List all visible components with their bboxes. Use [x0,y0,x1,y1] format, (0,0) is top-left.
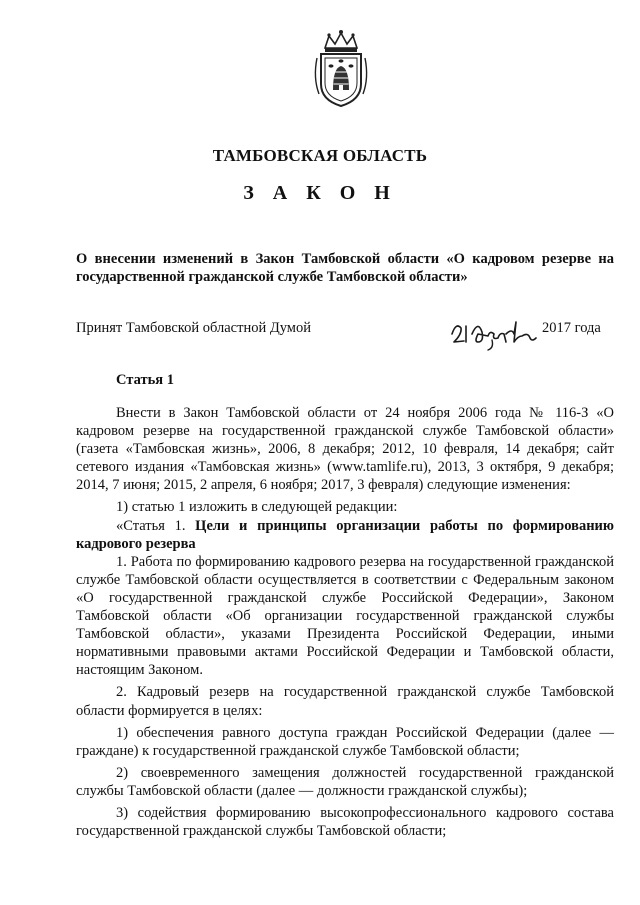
subpoint-1-paragraph: 1) обеспечения равного доступа граждан Российской Федерации (далее — граждане) к государственной гражданской службе Тамбовской области; [76,724,614,759]
document-body [76,404,614,840]
point-1-paragraph: 1. Работа по формированию кадрового резерва на государственной гражданской службе Тамбовской области осуществляется в соответствии с Федеральным законом «О государственной гражданской службе Российской Федерации», Законом Тамбовской области «Об организации государственной гражданской службы Тамбовской области», указами Президента Российской Федерации, иными нормативными правовыми актами Российской Федерации и Тамбовской области, настоящим Законом. [76,553,614,679]
adopted-year-text: 2017 года [542,320,601,336]
region-title: ТАМБОВСКАЯ ОБЛАСТЬ [212,146,428,165]
point-2-paragraph: 2. Кадровый резерв на государственной гражданской службе Тамбовской области формируется в целях: [76,684,614,719]
quoted-article-heading [76,517,614,553]
item-1-paragraph: 1) статью 1 изложить в следующей редакции: [116,499,398,516]
intro-paragraph: Внести в Закон Тамбовской области от 24 ноября 2006 года № 116-З «О кадровом резерве на государственной гражданской службе Тамбовской области» (газета «Тамбовская жизнь», 2006, 8 декабря; 2012, 10 февраля, 14 декабря; сайт сетевого издания «Тамбовская жизнь» (www.tamlife.ru), 2013, 3 октября, 9 декабря; 2014, 7 июня; 2015, 2 апреля, 6 ноября; 2017, 3 февраля) следующие изменения: [76,405,614,494]
coat-of-arms-icon [311,28,371,108]
article-heading: Статья 1 [116,372,174,388]
quoted-article-prefix: «Статья 1. [116,517,186,534]
subpoint-3-paragraph: 3) содействия формированию высокопрофессионального кадрового состава государственной гражданской службы Тамбовской области; [76,804,614,840]
document-type-title: З А К О Н [243,182,397,204]
handwritten-date [448,312,540,352]
law-subject-heading: О внесении изменений в Закон Тамбовской области «О кадровом резерве на государственной гражданской службе Тамбовской области» [76,251,614,285]
adopted-by-text: Принят Тамбовской областной Думой [76,320,311,336]
subpoint-2-paragraph: 2) своевременного замещения должностей государственной гражданской службы Тамбовской области (далее — должности гражданской службы); [76,764,614,799]
quoted-article-title: Цели и принципы организации работы по формированию кадрового резерва [76,517,614,552]
